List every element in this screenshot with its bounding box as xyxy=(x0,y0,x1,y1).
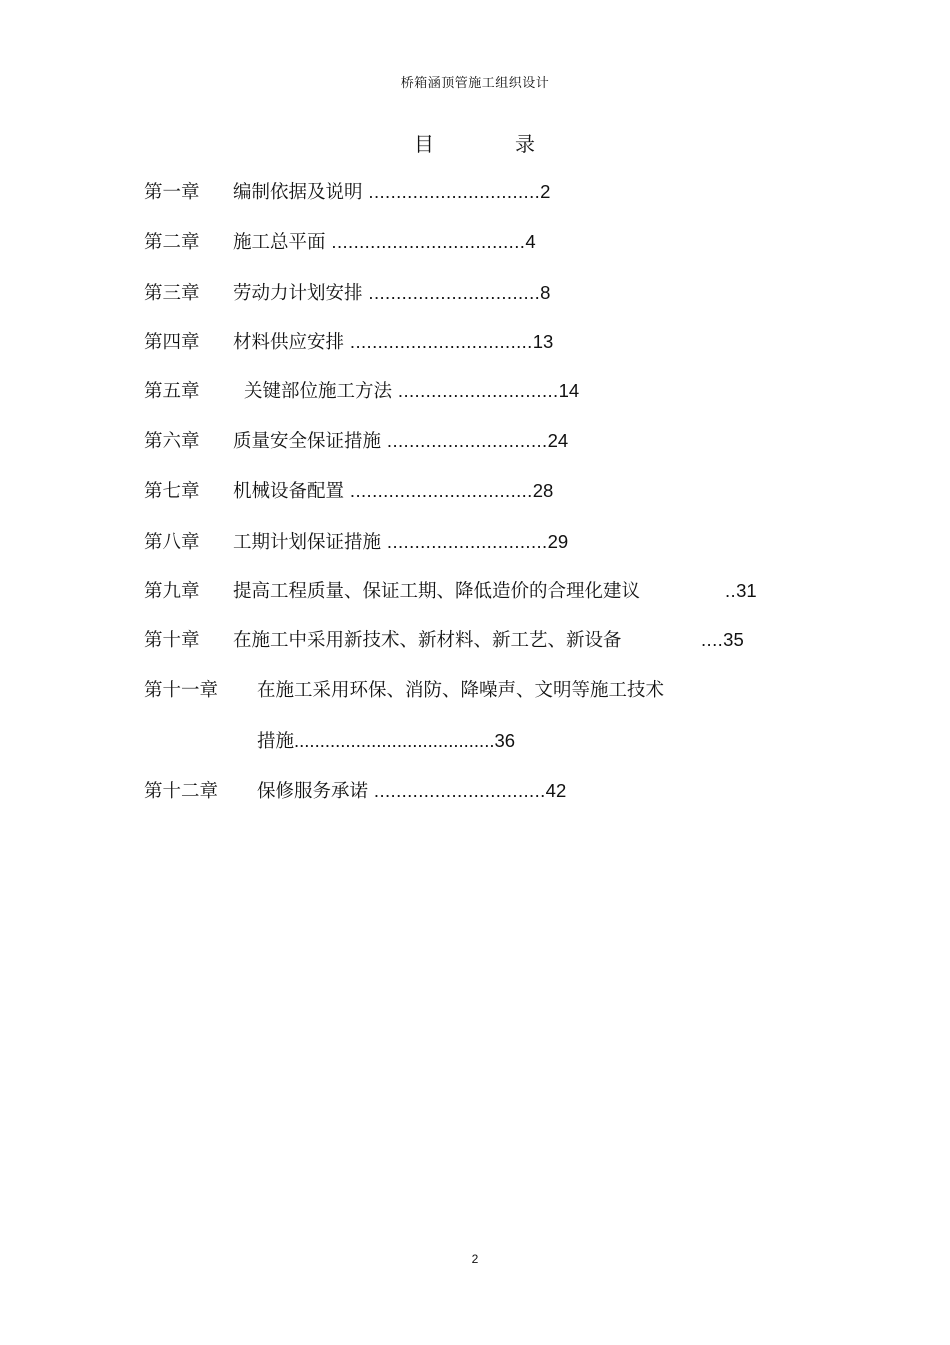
chapter-title: 工期计划保证措施 xyxy=(233,532,382,553)
page-ref: 29 xyxy=(547,531,569,552)
toc-entry-11-continuation[interactable] xyxy=(257,726,515,756)
toc-entry-3[interactable] xyxy=(144,278,550,308)
chapter-title: 机械设备配置 xyxy=(233,481,345,502)
page-ref: 14 xyxy=(558,380,580,401)
toc-entry-9[interactable] xyxy=(144,576,757,606)
chapter-label: 第七章 xyxy=(144,481,200,502)
dot-leader: ............................... xyxy=(368,181,541,202)
chapter-label: 第十二章 xyxy=(144,781,219,802)
chapter-title: 提高工程质量、保证工期、降低造价的合理化建议 xyxy=(233,581,641,602)
chapter-title: 关键部位施工方法 xyxy=(244,381,393,402)
continuation-text: 措施 xyxy=(257,731,295,752)
dot-leader: ....................................... xyxy=(294,730,495,751)
chapter-label: 第九章 xyxy=(144,581,200,602)
page-ref: 4 xyxy=(525,231,536,252)
toc-title-char-2: 录 xyxy=(515,132,535,156)
chapter-label: 第八章 xyxy=(144,532,200,553)
running-header: 桥箱涵顶管施工组织设计 xyxy=(400,76,550,91)
chapter-title: 保修服务承诺 xyxy=(257,781,369,802)
chapter-title: 编制依据及说明 xyxy=(233,182,363,203)
page-ref: 28 xyxy=(532,480,554,501)
chapter-label: 第十一章 xyxy=(144,680,219,701)
chapter-label: 第五章 xyxy=(144,381,200,402)
toc-entry-2[interactable] xyxy=(144,227,536,257)
toc-title-char-1: 目 xyxy=(414,132,434,156)
page-ref: 31 xyxy=(736,580,757,601)
chapter-label: 第一章 xyxy=(144,182,200,203)
chapter-title: 材料供应安排 xyxy=(233,332,345,353)
dot-leader: ................................. xyxy=(349,331,533,352)
dot-leader: ............................. xyxy=(386,531,548,552)
page-ref: 2 xyxy=(540,181,551,202)
toc-entry-11[interactable] xyxy=(144,676,664,706)
chapter-title: 施工总平面 xyxy=(233,232,326,253)
dot-leader: .... xyxy=(701,629,724,650)
chapter-title: 劳动力计划安排 xyxy=(233,283,363,304)
dot-leader: ............................. xyxy=(386,430,548,451)
toc-entry-10[interactable] xyxy=(144,625,744,655)
page-ref: 13 xyxy=(532,331,554,352)
page-number: 2 xyxy=(471,1252,479,1266)
page-ref: 24 xyxy=(547,430,569,451)
dot-leader: ............................. xyxy=(397,380,559,401)
page-ref: 36 xyxy=(494,730,516,751)
dot-leader: ............................... xyxy=(368,282,541,303)
chapter-title: 质量安全保证措施 xyxy=(233,431,382,452)
toc-entry-12[interactable] xyxy=(144,776,566,806)
page-ref: 8 xyxy=(540,282,551,303)
dot-leader: ................................... xyxy=(331,231,526,252)
chapter-title: 在施工中采用新技术、新材料、新工艺、新设备 xyxy=(233,630,622,651)
chapter-label: 第四章 xyxy=(144,332,200,353)
chapter-label: 第十章 xyxy=(144,630,200,651)
chapter-label: 第六章 xyxy=(144,431,200,452)
page-ref: 42 xyxy=(545,780,567,801)
dot-leader: .. xyxy=(725,580,737,601)
toc-entry-5[interactable] xyxy=(144,376,579,406)
toc-entry-7[interactable] xyxy=(144,476,553,506)
dot-leader: ................................. xyxy=(349,480,533,501)
toc-entry-8[interactable] xyxy=(144,527,568,557)
chapter-label: 第二章 xyxy=(144,232,200,253)
chapter-label: 第三章 xyxy=(144,283,200,304)
toc-entry-6[interactable] xyxy=(144,426,568,456)
toc-entry-4[interactable] xyxy=(144,327,553,357)
page-ref: 35 xyxy=(723,629,744,650)
dot-leader: ............................... xyxy=(373,780,546,801)
toc-entry-1[interactable] xyxy=(144,177,550,207)
chapter-title: 在施工采用环保、消防、降噪声、文明等施工技术 xyxy=(257,680,665,701)
